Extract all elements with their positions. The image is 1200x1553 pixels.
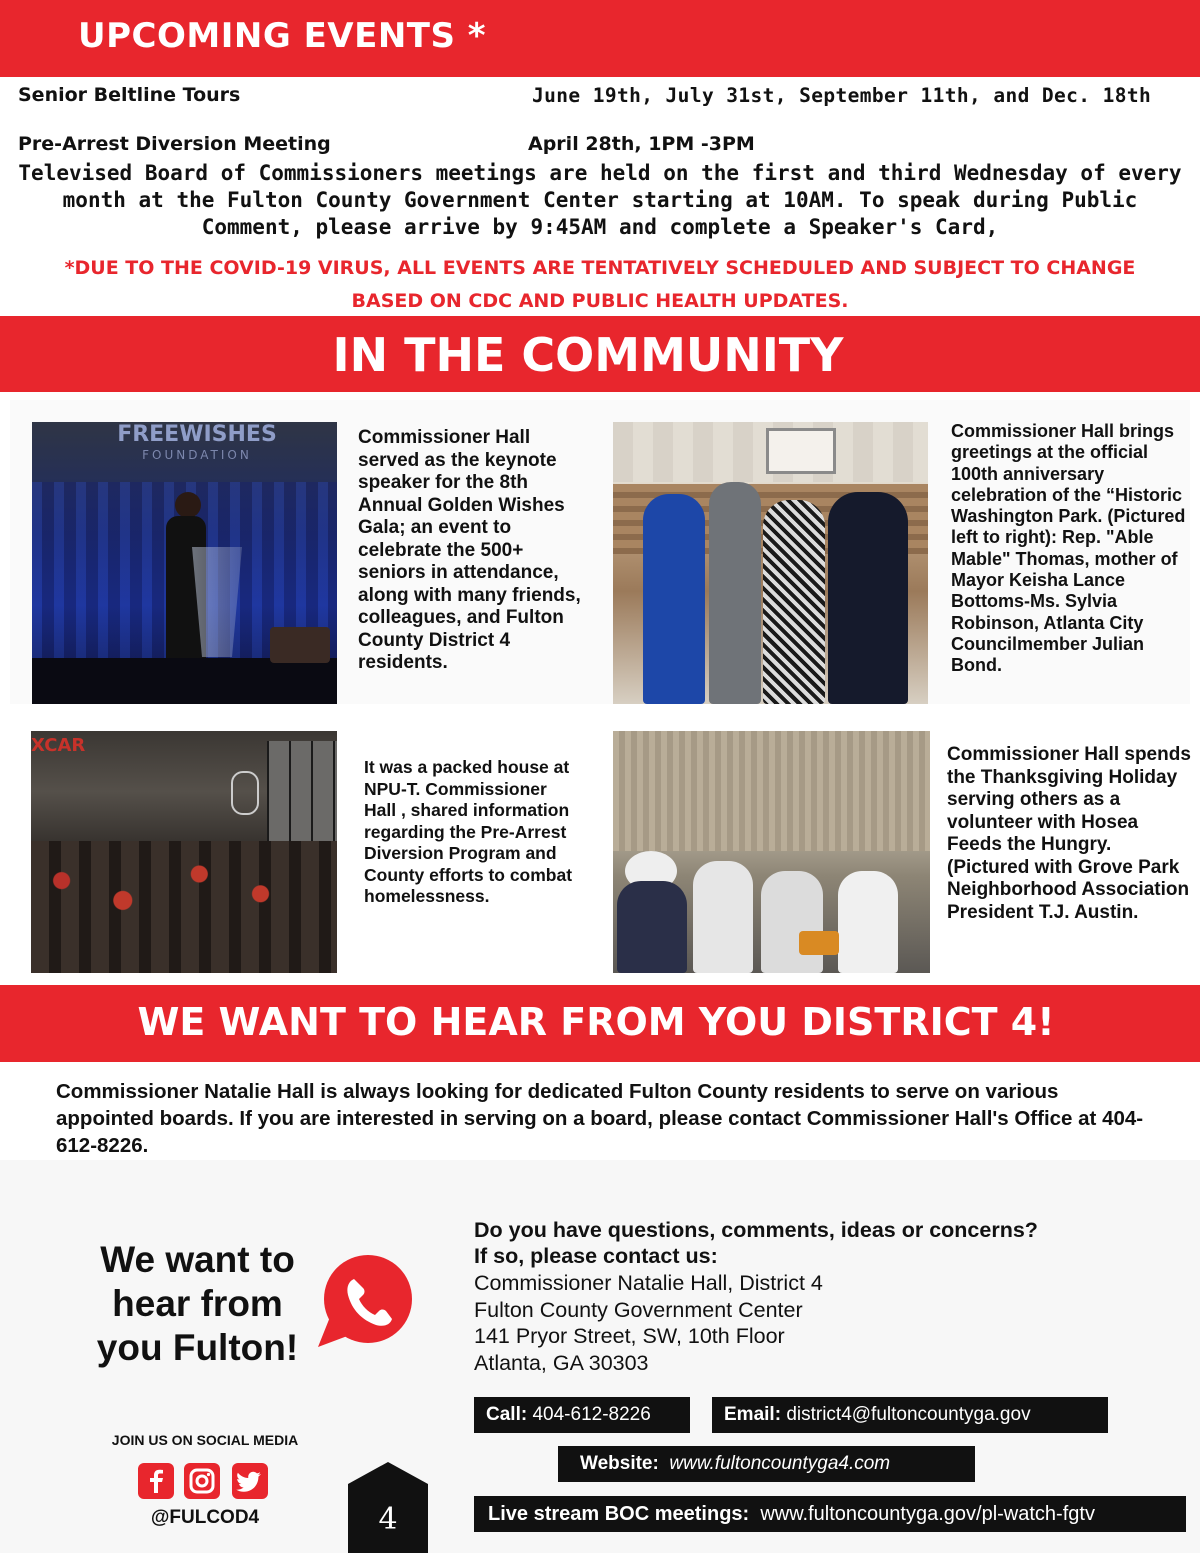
npu-t-meeting-photo xyxy=(31,731,337,973)
we-want-to-hear-heading: We want to hear from you Fulton! xyxy=(96,1239,299,1368)
page-number: 4 xyxy=(378,1502,398,1537)
boards-invitation-text: Commissioner Natalie Hall is always looking for dedicated Fulton County residents to serve on various appointed boards. If you are interested in serving on a board, please contact Commissioner Hall's Office at 404-612-8226. xyxy=(56,1080,1144,1157)
photo-banner-text: FREEWISHES xyxy=(117,422,277,447)
call-label: Call: xyxy=(486,1404,528,1425)
gala-speaker-photo xyxy=(32,422,337,704)
instagram-icon[interactable] xyxy=(184,1463,220,1499)
address-line: Fulton County Government Center xyxy=(474,1297,803,1322)
covid-notice-line1: *DUE TO THE COVID-19 VIRUS, ALL EVENTS ARE TENTATIVELY SCHEDULED AND SUBJECT TO CHANGE xyxy=(64,257,1136,279)
community-title: IN THE COMMUNITY xyxy=(332,328,844,382)
social-media-label: JOIN US ON SOCIAL MEDIA xyxy=(111,1432,299,1448)
hear-from-you-header xyxy=(0,985,1200,1062)
livestream-pill[interactable] xyxy=(474,1496,1186,1532)
npu-t-caption: It was a packed house at NPU-T. Commissioner Hall , shared information regarding the Pre-Arrest Diversion Program and County efforts to combat homelessness. xyxy=(364,757,573,906)
volunteer-figure xyxy=(838,871,898,973)
thanksgiving-volunteer-photo xyxy=(613,731,930,973)
email-pill[interactable] xyxy=(712,1397,1108,1433)
contact-question-line2: If so, please contact us: xyxy=(474,1244,718,1268)
photo-sign-text: XCAR xyxy=(31,735,86,756)
mailing-address xyxy=(474,1270,823,1376)
event-date: April 28th, 1PM -3PM xyxy=(528,133,755,155)
photo-banner-subtext: FOUNDATION xyxy=(142,448,252,462)
community-header xyxy=(0,316,1200,392)
hear-from-you-title: WE WANT TO HEAR FROM YOU DISTRICT 4! xyxy=(137,1000,1055,1044)
stage-floor xyxy=(32,658,337,704)
board-meetings-note: Televised Board of Commissioners meetings are held on the first and third Wednesday of every month at the Fulton County Government Center starting at 10AM. To speak during Public Comment, please arrive by 9:45AM and complete a Speaker's Card, xyxy=(18,161,1182,239)
email-label: Email: xyxy=(724,1404,782,1425)
textured-wall xyxy=(613,731,930,851)
address-line: Atlanta, GA 30303 xyxy=(474,1350,649,1375)
food-tray xyxy=(799,931,839,955)
contact-question-line1: Do you have questions, comments, ideas or concerns? xyxy=(474,1218,1038,1242)
phone-bubble-icon xyxy=(316,1255,416,1350)
volunteer-figure xyxy=(761,871,823,973)
covid-notice xyxy=(0,252,1200,318)
website-url: www.fultoncountyga4.com xyxy=(669,1453,891,1474)
window xyxy=(267,741,337,851)
person-grey xyxy=(709,482,761,704)
twitter-icon[interactable] xyxy=(232,1463,268,1499)
thanksgiving-caption: Commissioner Hall spends the Thanksgiving Holiday serving others as a volunteer with Hosea Feeds the Hungry. (Pictured with Grove Park Neighborhood Association President T.J. Austin. xyxy=(947,744,1191,923)
contact-question xyxy=(474,1217,1038,1269)
livestream-url: www.fultoncountyga.gov/pl-watch-fgtv xyxy=(760,1503,1095,1525)
call-number: 404-612-8226 xyxy=(532,1404,651,1425)
address-line: Commissioner Natalie Hall, District 4 xyxy=(474,1271,823,1295)
gala-caption: Commissioner Hall served as the keynote speaker for the 8th Annual Golden Wishes Gala; an event to celebrate the 500+ seniors in attendance, along with many friends, colleagues, and Fulton County District 4 residents. xyxy=(358,427,581,673)
audience xyxy=(31,841,337,973)
washington-park-caption: Commissioner Hall brings greetings at the official 100th anniversary celebration of the “Historic Washington Park. (Pictured left to right): Rep. "Able Mable" Thomas, mother of Mayor Keisha Lance Bottoms-Ms. Sylvia Robinson, Atlanta City Councilmember Julian Bond. xyxy=(951,421,1186,676)
stage-table xyxy=(270,627,330,663)
covid-notice-line2: BASED ON CDC AND PUBLIC HEALTH UPDATES. xyxy=(351,290,849,312)
website-pill[interactable] xyxy=(558,1446,975,1482)
upcoming-events-header xyxy=(0,0,1200,77)
livestream-label: Live stream BOC meetings: xyxy=(488,1503,750,1525)
basketball-hoop xyxy=(766,428,836,474)
address-line: 141 Pryor Street, SW, 10th Floor xyxy=(474,1324,785,1348)
email-address: district4@fultoncountyga.gov xyxy=(786,1404,1031,1425)
event-date: June 19th, July 31st, September 11th, and Dec. 18th xyxy=(532,84,1152,107)
speaker-head xyxy=(175,492,201,518)
event-name: Pre-Arrest Diversion Meeting xyxy=(18,133,331,155)
event-name: Senior Beltline Tours xyxy=(18,84,241,106)
volunteer-figure xyxy=(617,881,687,973)
person-suit xyxy=(828,492,908,704)
call-pill[interactable] xyxy=(474,1397,690,1433)
upcoming-events-title: UPCOMING EVENTS * xyxy=(78,16,487,56)
volunteer-figure xyxy=(693,861,753,973)
person-blue-dress xyxy=(643,494,705,704)
website-label: Website: xyxy=(580,1453,659,1474)
washington-park-photo xyxy=(613,422,928,704)
person-houndstooth xyxy=(763,500,825,704)
page-number-badge xyxy=(348,1462,428,1553)
facebook-icon[interactable] xyxy=(138,1463,174,1499)
social-handle: @FULCOD4 xyxy=(150,1507,260,1528)
wall-logo xyxy=(231,771,259,815)
